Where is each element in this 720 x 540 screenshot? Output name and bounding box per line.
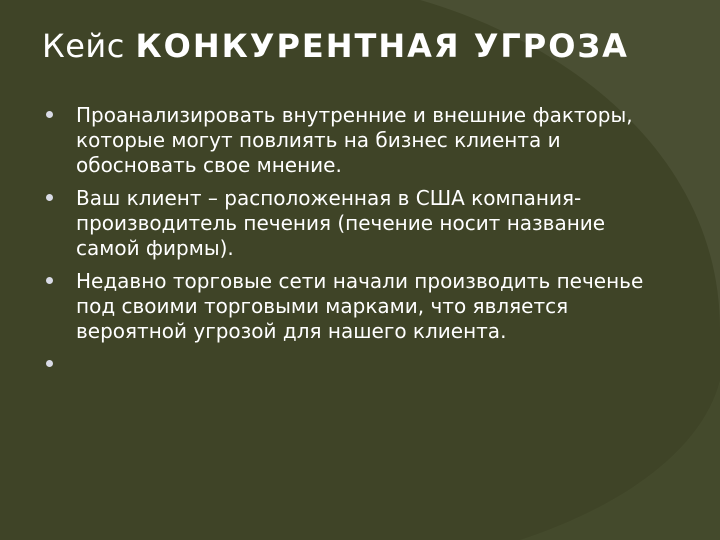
- bullet-dot-icon: [46, 111, 53, 118]
- bullet-dot-icon: [46, 277, 53, 284]
- bullet-item: [44, 269, 644, 344]
- bullet-text: Проанализировать внутренние и внешние факторы, которые могут повлиять на бизнес клиента и обосновать свое мнение.: [76, 103, 633, 177]
- bullet-item: [44, 186, 644, 261]
- bullet-dot-icon: [46, 360, 53, 367]
- bullet-dot-icon: [46, 194, 53, 201]
- bullet-list: [44, 103, 644, 385]
- title-prefix: Кейс: [42, 27, 125, 65]
- bullet-text: Ваш клиент – расположенная в США компания-производитель печения (печение носит название самой фирмы).: [76, 186, 606, 260]
- title-strong: КОНКУРЕНТНАЯ УГРОЗА: [135, 27, 629, 65]
- slide-title: [42, 26, 682, 66]
- bullet-item-empty: [44, 352, 644, 377]
- bullet-text: Недавно торговые сети начали производить печенье под своими торговыми марками, что является вероятной угрозой для нашего клиента.: [76, 269, 644, 343]
- bullet-item: [44, 103, 644, 178]
